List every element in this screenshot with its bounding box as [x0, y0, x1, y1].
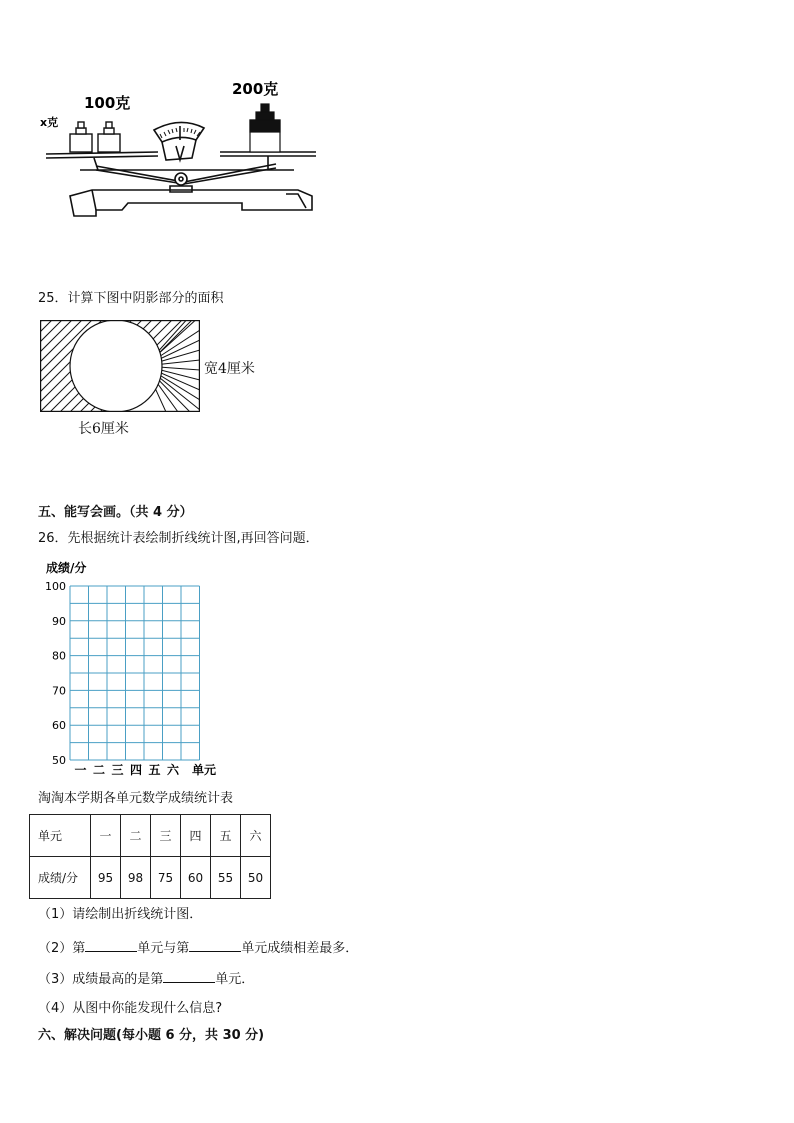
- score-cell: 98: [121, 857, 151, 899]
- unit-cell: 六: [241, 815, 271, 857]
- unit-cell: 二: [121, 815, 151, 857]
- balance-scale-figure: [36, 78, 326, 220]
- sub2-part-b: 单元与第: [137, 941, 190, 956]
- unit-cell: 一: [91, 815, 121, 857]
- answer-blank[interactable]: [85, 939, 137, 952]
- x-axis-unit: 单元: [192, 763, 217, 777]
- section-6-heading: 六、解决问题(每小题 6 分，共 30 分): [38, 1028, 265, 1043]
- sub2-part-a: （2）第: [38, 941, 86, 956]
- row-header-unit: 单元: [30, 815, 91, 857]
- score-cell: 60: [181, 857, 211, 899]
- shaded-area-figure: [40, 320, 200, 412]
- sub2-part-c: 单元成绩相差最多．: [241, 941, 359, 956]
- score-cell: 75: [151, 857, 181, 899]
- x-tick-label: 六: [167, 763, 180, 777]
- section-5-heading: 五、能写会画。（共 4 分）: [38, 505, 193, 520]
- answer-blank[interactable]: [163, 970, 215, 983]
- balance-left-label: x克: [40, 116, 59, 129]
- x-tick-label: 四: [130, 763, 143, 777]
- x-tick-label: 二: [93, 763, 106, 777]
- y-tick-label: 100: [45, 580, 66, 593]
- y-axis-title: 成绩/分: [46, 561, 87, 575]
- y-tick-label: 60: [52, 719, 66, 733]
- score-table: [29, 814, 271, 899]
- sub-question-3: [38, 970, 254, 988]
- q26-title: 26．先根据统计表绘制折线统计图,再回答问题．: [38, 531, 319, 546]
- unit-cell: 五: [211, 815, 241, 857]
- x-tick-label: 一: [74, 763, 87, 777]
- unit-cell: 三: [151, 815, 181, 857]
- width-label: 宽4厘米: [204, 361, 255, 377]
- row-header-score: 成绩/分: [30, 857, 91, 899]
- score-cell: 50: [241, 857, 271, 899]
- balance-right-label: 200克: [232, 80, 279, 98]
- unit-cell: 四: [181, 815, 211, 857]
- table-row-scores: [30, 857, 271, 899]
- sub3-part-a: （3）成绩最高的是第: [38, 972, 164, 987]
- answer-blank[interactable]: [189, 939, 241, 952]
- y-tick-label: 80: [52, 649, 66, 663]
- sub-question-4: （4）从图中你能发现什么信息?: [38, 1001, 223, 1016]
- balance-middle-label: 100克: [84, 94, 131, 112]
- y-tick-label: 70: [52, 684, 66, 698]
- sub-question-1: （1）请绘制出折线统计图．: [38, 907, 203, 922]
- sub-question-2: [38, 939, 358, 957]
- y-tick-label: 50: [52, 754, 66, 767]
- q25-title: 25．计算下图中阴影部分的面积: [38, 291, 224, 306]
- length-label: 长6厘米: [78, 421, 129, 437]
- table-row-units: [30, 815, 271, 857]
- y-tick-label: 90: [52, 614, 66, 628]
- score-cell: 55: [211, 857, 241, 899]
- x-tick-label: 三: [111, 763, 124, 777]
- sub3-part-b: 单元．: [215, 972, 255, 987]
- x-tick-label: 五: [148, 763, 161, 777]
- table-caption: 淘淘本学期各单元数学成绩统计表: [38, 791, 234, 806]
- blank-line-chart-grid: [38, 558, 238, 778]
- score-cell: 95: [91, 857, 121, 899]
